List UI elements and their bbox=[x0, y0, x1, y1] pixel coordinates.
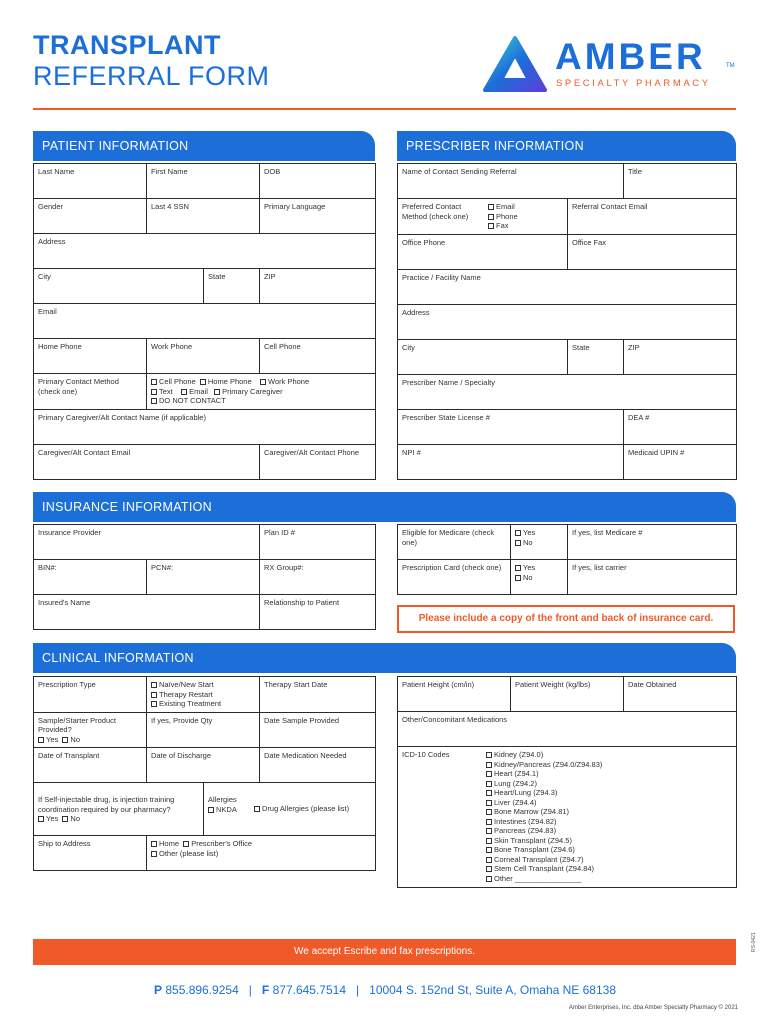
ship-other-checkbox[interactable] bbox=[151, 851, 157, 857]
medicaid-field[interactable]: Medicaid UPIN # bbox=[624, 444, 737, 479]
relationship-field[interactable]: Relationship to Patient bbox=[260, 595, 376, 630]
icd-checkbox[interactable] bbox=[486, 762, 492, 768]
allergies: Allergies NKDA Drug Allergies (please list) bbox=[204, 783, 376, 836]
dob-field[interactable]: DOB bbox=[260, 164, 376, 199]
medicare-no-checkbox[interactable] bbox=[515, 540, 521, 546]
clinical-table-left bbox=[33, 676, 376, 871]
medicare-options: Yes No bbox=[511, 525, 568, 560]
office-fax-field[interactable]: Office Fax bbox=[568, 234, 737, 269]
sample-provided: Sample/Starter Product Provided? Yes No bbox=[34, 712, 147, 748]
first-name-field[interactable]: First Name bbox=[147, 164, 260, 199]
icd-option bbox=[486, 779, 602, 789]
icd-label: ICD-10 Codes bbox=[402, 750, 450, 759]
patient-city-field[interactable]: City bbox=[34, 269, 204, 304]
rx-card-options: Yes No bbox=[511, 560, 568, 595]
work-phone-field[interactable]: Work Phone bbox=[147, 339, 260, 374]
cell-phone-field[interactable]: Cell Phone bbox=[260, 339, 376, 374]
icd-option bbox=[486, 836, 602, 846]
prescriber-section-header: PRESCRIBER INFORMATION bbox=[397, 131, 736, 161]
caregiver-email-field[interactable]: Caregiver/Alt Contact Email bbox=[34, 444, 260, 479]
home-phone-field[interactable]: Home Phone bbox=[34, 339, 147, 374]
therapy-start-field[interactable]: Therapy Start Date bbox=[260, 677, 376, 713]
icd-option-label: Skin Transplant (Z94.5) bbox=[494, 835, 572, 845]
icd-option-label: Intestines (Z94.82) bbox=[494, 816, 557, 826]
prescriber-address-field[interactable]: Address bbox=[398, 304, 737, 339]
ship-home-checkbox[interactable] bbox=[151, 841, 157, 847]
logo-subtitle: SPECIALTY PHARMACY bbox=[556, 78, 711, 89]
height-field[interactable]: Patient Height (cm/in) bbox=[398, 677, 511, 712]
caregiver-checkbox[interactable] bbox=[214, 389, 220, 395]
contact-line: P 855.896.9254 | F 877.645.7514 | 10004 S. 152nd St, Suite A, Omaha NE 68138 bbox=[153, 983, 616, 997]
pref-phone-checkbox[interactable] bbox=[488, 214, 494, 220]
medicare-number-field[interactable]: If yes, list Medicare # bbox=[568, 525, 737, 560]
pref-fax-checkbox[interactable] bbox=[488, 223, 494, 229]
form-code: RS-0421 bbox=[751, 932, 757, 952]
preferred-contact-method: Preferred Contact Method (check one) Email Phone Fax bbox=[398, 199, 568, 235]
restart-checkbox[interactable] bbox=[151, 692, 157, 698]
insurance-table-left bbox=[33, 524, 376, 630]
icd-option bbox=[486, 760, 602, 770]
icd-checkbox[interactable] bbox=[486, 790, 492, 796]
drug-allergies-checkbox[interactable] bbox=[254, 806, 260, 812]
cell-phone-checkbox[interactable] bbox=[151, 379, 157, 385]
medicare-label: Eligible for Medicare (check one) bbox=[398, 525, 511, 560]
icd-option bbox=[486, 750, 602, 760]
icd-option-label: Other ________________ bbox=[494, 873, 582, 883]
icd-option bbox=[486, 826, 602, 836]
icd-checkbox[interactable] bbox=[486, 771, 492, 777]
language-field[interactable]: Primary Language bbox=[260, 199, 376, 234]
rx-type-options: Naïve/New Start Therapy Restart Existing Treatment bbox=[147, 677, 260, 713]
do-not-contact-checkbox[interactable] bbox=[151, 398, 157, 404]
npi-field[interactable]: NPI # bbox=[398, 444, 624, 479]
icd-checkbox[interactable] bbox=[486, 857, 492, 863]
icd-option-label: Liver (Z94.4) bbox=[494, 797, 537, 807]
icd-option-label: Heart (Z94.1) bbox=[494, 769, 539, 778]
insurance-table-right bbox=[397, 524, 737, 595]
icd-option bbox=[486, 807, 602, 817]
sample-date-field[interactable]: Date Sample Provided bbox=[260, 712, 376, 748]
rx-card-no-checkbox[interactable] bbox=[515, 575, 521, 581]
prescriber-table bbox=[397, 163, 737, 480]
prescriber-zip-field[interactable]: ZIP bbox=[624, 339, 737, 374]
rx-card-yes-checkbox[interactable] bbox=[515, 565, 521, 571]
icd-checkbox[interactable] bbox=[486, 809, 492, 815]
header-divider bbox=[33, 108, 736, 110]
icd-option-label: Corneal Transplant (Z94.7) bbox=[494, 854, 584, 864]
caregiver-phone-field[interactable]: Caregiver/Alt Contact Phone bbox=[260, 444, 376, 479]
icd-option bbox=[486, 788, 602, 798]
phone-number[interactable]: 855.896.9254 bbox=[165, 983, 239, 997]
rx-card-label: Prescription Card (check one) bbox=[398, 560, 511, 595]
medicare-yes-checkbox[interactable] bbox=[515, 530, 521, 536]
escribe-banner: We accept Escribe and fax prescriptions. bbox=[33, 939, 736, 965]
street-address: 10004 S. 152nd St, Suite A, Omaha NE 68138 bbox=[369, 983, 616, 997]
pcn-field[interactable]: PCN#: bbox=[147, 560, 260, 595]
icd-option-label: Heart/Lung (Z94.3) bbox=[494, 788, 558, 797]
contact-method-label: Primary Contact Method (check one) bbox=[34, 374, 147, 410]
icd-option bbox=[486, 855, 602, 865]
icd-option-label: Bone Marrow (Z94.81) bbox=[494, 807, 570, 816]
icd-option-label: Bone Transplant (Z94.6) bbox=[494, 845, 575, 854]
preferred-contact-label: Preferred Contact Method (check one) bbox=[402, 202, 469, 221]
bin-field[interactable]: BIN#: bbox=[34, 560, 147, 595]
inject-yes-checkbox[interactable] bbox=[38, 816, 44, 822]
home-phone-checkbox[interactable] bbox=[200, 379, 206, 385]
icd-option bbox=[486, 769, 602, 779]
icd-option-label: Lung (Z94.2) bbox=[494, 778, 537, 788]
naive-checkbox[interactable] bbox=[151, 682, 157, 688]
copyright: Amber Enterprises, Inc. dba Amber Specialty Pharmacy © 2021 bbox=[568, 1005, 738, 1011]
icd-checkbox[interactable] bbox=[486, 866, 492, 872]
sample-yes-checkbox[interactable] bbox=[38, 737, 44, 743]
logo-wordmark: AMBER bbox=[555, 36, 706, 77]
other-meds-field[interactable]: Other/Concomitant Medications bbox=[398, 712, 737, 747]
amber-logo-icon bbox=[481, 34, 549, 96]
inject-no-checkbox[interactable] bbox=[62, 816, 68, 822]
last-name-field[interactable]: Last Name bbox=[34, 164, 147, 199]
icd-checkbox[interactable] bbox=[486, 847, 492, 853]
carrier-field[interactable]: If yes, list carrier bbox=[568, 560, 737, 595]
patient-table bbox=[33, 163, 376, 480]
pref-email-checkbox[interactable] bbox=[488, 204, 494, 210]
patient-zip-field[interactable]: ZIP bbox=[260, 269, 376, 304]
last4-ssn-field[interactable]: Last 4 SSN bbox=[147, 199, 260, 234]
med-needed-field[interactable]: Date Medication Needed bbox=[260, 748, 376, 783]
prescriber-name-field[interactable]: Prescriber Name / Specialty bbox=[398, 374, 737, 409]
rx-group-field[interactable]: RX Group#: bbox=[260, 560, 376, 595]
patient-address-field[interactable]: Address bbox=[34, 234, 376, 269]
icd-option-label: Kidney/Pancreas (Z94.0/Z94.83) bbox=[494, 759, 603, 769]
insurance-provider-field[interactable]: Insurance Provider bbox=[34, 525, 260, 560]
icd-checkbox[interactable] bbox=[486, 876, 492, 882]
icd-option-label: Kidney (Z94.0) bbox=[494, 750, 544, 759]
existing-checkbox[interactable] bbox=[151, 701, 157, 707]
text-checkbox[interactable] bbox=[151, 389, 157, 395]
form-subtitle: REFERRAL FORM bbox=[33, 61, 270, 91]
icd-option bbox=[486, 864, 602, 874]
icd-option bbox=[486, 874, 602, 884]
contact-name-field[interactable]: Name of Contact Sending Referral bbox=[398, 164, 624, 199]
office-phone-field[interactable]: Office Phone bbox=[398, 234, 568, 269]
icd-checkbox[interactable] bbox=[486, 828, 492, 834]
weight-field[interactable]: Patient Weight (kg/lbs) bbox=[511, 677, 624, 712]
work-phone-checkbox[interactable] bbox=[260, 379, 266, 385]
prescriber-state-field[interactable]: State bbox=[568, 339, 624, 374]
ship-office-checkbox[interactable] bbox=[183, 841, 189, 847]
transplant-date-field[interactable]: Date of Transplant bbox=[34, 748, 147, 783]
gender-field[interactable]: Gender bbox=[34, 199, 147, 234]
insured-name-field[interactable]: Insured's Name bbox=[34, 595, 260, 630]
icd-option bbox=[486, 845, 602, 855]
prescriber-city-field[interactable]: City bbox=[398, 339, 568, 374]
contact-method-options: Cell Phone Home Phone Work Phone Text Email Primary Caregiver DO NOT CONTACT bbox=[147, 374, 376, 410]
ship-to-label: Ship to Address bbox=[34, 836, 147, 871]
patient-email-field[interactable]: Email bbox=[34, 304, 376, 339]
patient-state-field[interactable]: State bbox=[204, 269, 260, 304]
icd-code-list bbox=[486, 750, 602, 883]
icd-codes bbox=[398, 747, 737, 888]
nkda-checkbox[interactable] bbox=[208, 807, 214, 813]
ship-to-options: Home Prescriber's Office Other (please list) bbox=[147, 836, 376, 871]
patient-section-header: PATIENT INFORMATION bbox=[33, 131, 375, 161]
injection-training: If Self-injectable drug, is injection training coordination required by our pharmacy? Yes No bbox=[34, 783, 204, 836]
dea-field[interactable]: DEA # bbox=[624, 409, 737, 444]
insurance-section-header: INSURANCE INFORMATION bbox=[33, 492, 736, 522]
license-field[interactable]: Prescriber State License # bbox=[398, 409, 624, 444]
icd-checkbox[interactable] bbox=[486, 781, 492, 787]
form-title: TRANSPLANT bbox=[33, 30, 221, 60]
icd-option-label: Pancreas (Z94.83) bbox=[494, 826, 557, 835]
contact-title-field[interactable]: Title bbox=[624, 164, 737, 199]
icd-option-label: Stem Cell Transplant (Z94.84) bbox=[494, 864, 595, 873]
email-checkbox[interactable] bbox=[181, 389, 187, 395]
icd-option bbox=[486, 798, 602, 808]
logo-trademark: TM bbox=[726, 63, 735, 69]
caregiver-name-field[interactable]: Primary Caregiver/Alt Contact Name (if applicable) bbox=[34, 409, 376, 444]
insurance-card-note: Please include a copy of the front and back of insurance card. bbox=[397, 605, 735, 633]
rx-type-label: Prescription Type bbox=[34, 677, 147, 713]
provide-qty-field[interactable]: If yes, Provide Qty bbox=[147, 712, 260, 748]
sample-no-checkbox[interactable] bbox=[62, 737, 68, 743]
icd-checkbox[interactable] bbox=[486, 800, 492, 806]
icd-checkbox[interactable] bbox=[486, 752, 492, 758]
plan-id-field[interactable]: Plan ID # bbox=[260, 525, 376, 560]
clinical-section-header: CLINICAL INFORMATION bbox=[33, 643, 736, 673]
referral-email-field[interactable]: Referral Contact Email bbox=[568, 199, 737, 235]
fax-number[interactable]: 877.645.7514 bbox=[272, 983, 346, 997]
icd-option bbox=[486, 817, 602, 827]
icd-checkbox[interactable] bbox=[486, 838, 492, 844]
icd-checkbox[interactable] bbox=[486, 819, 492, 825]
clinical-table-right bbox=[397, 676, 737, 888]
date-obtained-field[interactable]: Date Obtained bbox=[624, 677, 737, 712]
practice-name-field[interactable]: Practice / Facility Name bbox=[398, 269, 737, 304]
discharge-date-field[interactable]: Date of Discharge bbox=[147, 748, 260, 783]
